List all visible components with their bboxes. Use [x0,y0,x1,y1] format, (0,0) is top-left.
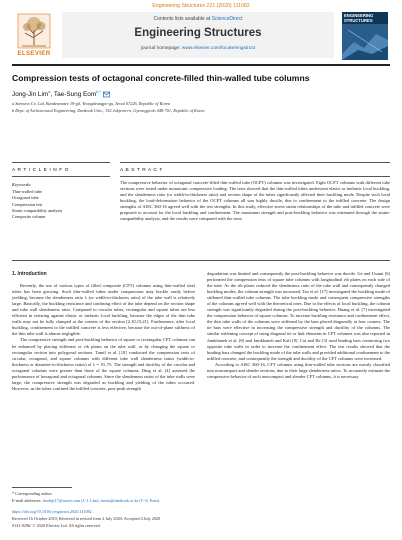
body-column-right [207,271,390,380]
keyword-list [12,189,112,220]
journal-cover-image [342,12,388,60]
publisher-name: ELSEVIER [17,50,51,57]
received-dates: Received 16 October 2019; Received in revised form 2 July 2020; Accepted 4 July 2020 [12,516,161,521]
contents-prefix: Contents lists available at [153,16,212,22]
journal-title: Engineering Structures [134,27,262,39]
author-name[interactable]: Jong-Jin Lim [12,91,49,99]
abstract-text: The compressive behavior of octagonal concrete-filled thin-walled tube (OCFT) columns was investigated. Eight OCFT columns with different tube sections were tested under monotonic compressive loading. The tests showed that the thin-walled tubes underwent elastic or inelastic local buckling, and the slenderness ratio (or width-to-thickness ratio) and section shape of the tubes significantly affected their buckling mode. Despite such local buckling, the load-deformation behavior of the OCFT columns all was highly ductile, due to confinement to the infilled concrete. The design strengths of AISC 360-16 agreed well with the test strengths. In this study, effective stress-strain relationships of the tube and infilled concrete were proposed to account for the local buckling and confinement. The maximum strength and post-buckling behavior was estimated through the strain-compatibility analysis, and the results were compared with the tests. [120,180,390,222]
footnote-rule [12,487,72,488]
paper-title: Compression tests of octagonal concrete-filled thin-walled tube columns [12,73,310,83]
corresponding-author-note: * Corresponding author. [12,491,53,496]
journal-reference[interactable]: Engineering Structures 221 (2020) 111082 [152,3,250,9]
affiliation-b: b Dept. of Architectural Engineering, Dankook Univ., 152 Jukjeon-ro, Gyeonggi-do 448-701, Republic of Korea [12,108,205,113]
body-column-left [12,271,195,392]
keyword-item: Compression test [12,201,43,207]
contents-line [62,16,334,22]
journal-header-box [62,12,334,58]
body-paragraph: Recently, the use of various types of filled composite (CFT) columns using thin-walled steel tubes has been growing. Such thin-walled tubes under compression may buckle easily before yielding, because the slenderness ratio λ (or width-to-thickness ratio) of the tube wall is relatively large. Basically, the buckling resistance and confining effect of the tube depend on the section shape and tube wall slenderness ratio. Compared to circular tubes, rectangular and square tubes are less efficient in resisting against elastic or inelastic local buckling, because the edges of the thin tube walls may not be fully clamped at the corners of the section [2,10,15,21]. Furthermore, after local buckling, confinement to the infilled concrete is less effective, because the out-of-plane stiffness of the thin tube wall is almost negligible. [12,283,195,337]
keyword-item: Composite column [12,214,46,220]
email-links[interactable]: doobiji17@naver.com (J.-J. Lim), tseom@dankook.ac.kr (T.-S. Eom). [42,498,161,503]
abstract-rule [120,162,390,163]
journal-homepage-link[interactable]: www.elsevier.com/locate/engstruct [181,46,256,51]
cover-graphic [342,24,388,60]
author-mark[interactable]: b,* [96,89,102,94]
section-heading: 1. Introduction [12,271,47,277]
body-paragraph: According to AISC 360-16, CFT columns using thin-walled tube sections are mostly classified into noncompact and slender sections, due to their large slenderness ratios. To accurately estimate the compressive behavior of such noncompact and slender CFT columns, it is necessary [207,361,390,379]
author-name[interactable]: Tae-Sung Eom [53,91,97,99]
keywords-label: Keywords: [12,182,32,187]
article-info-heading: A R T I C L E I N F O [12,168,70,173]
doi-link[interactable]: https://doi.org/10.1016/j.engstruct.2020.111082 [12,509,92,514]
abstract-heading: A B S T R A C T [120,168,163,173]
email-addresses [12,498,160,503]
keyword-item: Octagonal tube [12,195,39,201]
homepage-line [62,46,334,51]
homepage-prefix: journal homepage: [140,46,182,51]
author-mark[interactable]: a [48,89,51,94]
abstract-end-rule [12,260,390,261]
info-rule [12,162,110,163]
abstract-rule-lower [120,176,390,177]
affiliation-a: a Samwoo Co. Ltd, Bundesmatee 19-gil, Yeongdeungpo-gu, Seoul 07226, Republic of Korea [12,101,171,106]
keyword-item: Strain compatibility analysis [12,207,63,213]
cover-title: ENGINEERING STRUCTURES [344,13,374,23]
masthead [12,12,390,60]
elsevier-tree-logo [12,12,56,60]
keyword-item: Thin-walled tube [12,189,43,194]
email-icon[interactable] [103,91,110,98]
body-paragraph: The compressive strength and post-buckling behavior of square or rectangular CFT columns can be enhanced by placing stiffeners or rib plates on the tube wall, or by changing the square or rectangular section into polygonal sections. Tamil et al. [18] conducted the compression tests of circular, octagonal, and square columns with different tube wall slenderness ratios (width-to-thickness or diameter-to-thickness ratios) of λ = 19–75. The strength and ductility of the circular and octagonal columns were greater than those of the square columns. Ding et al. [4] assessed the performance of hexagonal and octagonal columns. Since the slenderness ratios of the tube walls were large, the compressive strength was degraded as buckling and yielding of the tubes occurred. However, as the tubes confined the infilled concrete, post-peak strength [12,337,195,391]
header-rule [12,64,390,66]
author-list: Jong-Jin Lim$^a$, Tae-Sung Eom$^{b,*}$ [12,89,110,98]
issn-copyright: 0141-0296/ © 2020 Elsevier Ltd. All rights reserved. [12,523,101,528]
email-prefix: E-mail addresses: [12,498,43,503]
info-rule-lower [12,176,110,177]
body-paragraph: degradation was limited and consequently the post-buckling behavior was ductile. Ge and Usami [6] performed the compression tests of square tube columns with longitudinal rib plates on each side of the tube. As the rib plates reduced the slenderness ratio of the tube wall and consequently changed buckling modes, the column strength was increased. Tao et al. [17] investigated the buckling mode of stiffened thin-walled tube columns. The tube buckling mode and consequent compressive strengths of the columns agreed well with the theoretical ones. Due to the effects of local buckling, the column strength was significantly degraded during the post-buckling behavior. Huang et al. [7] investigated the compression behavior of square columns. To increase buckling resistance and confinement effect, the thin tube walls of the columns were stiffened by the bars placed diagonally at four corners. The tie bars were effective in increasing the compressive strength and ductility of the columns. The similar stiffening concept of using diagonal tie or link elements in CFT columns was also reported in Jamkhaneh et al. [8] and Jamkhaneh and Kafi [9]. Cai and He [3] used binding bars connecting two opposite tube walls in order to increase the confinement effect. The test results showed that the binding bars changed the buckling mode of the tube walls and provided additional confinement to the infilled concrete, and consequently the strength and ductility of the CFT columns were increased. [207,271,390,361]
sciencedirect-link[interactable]: ScienceDirect [211,16,243,22]
